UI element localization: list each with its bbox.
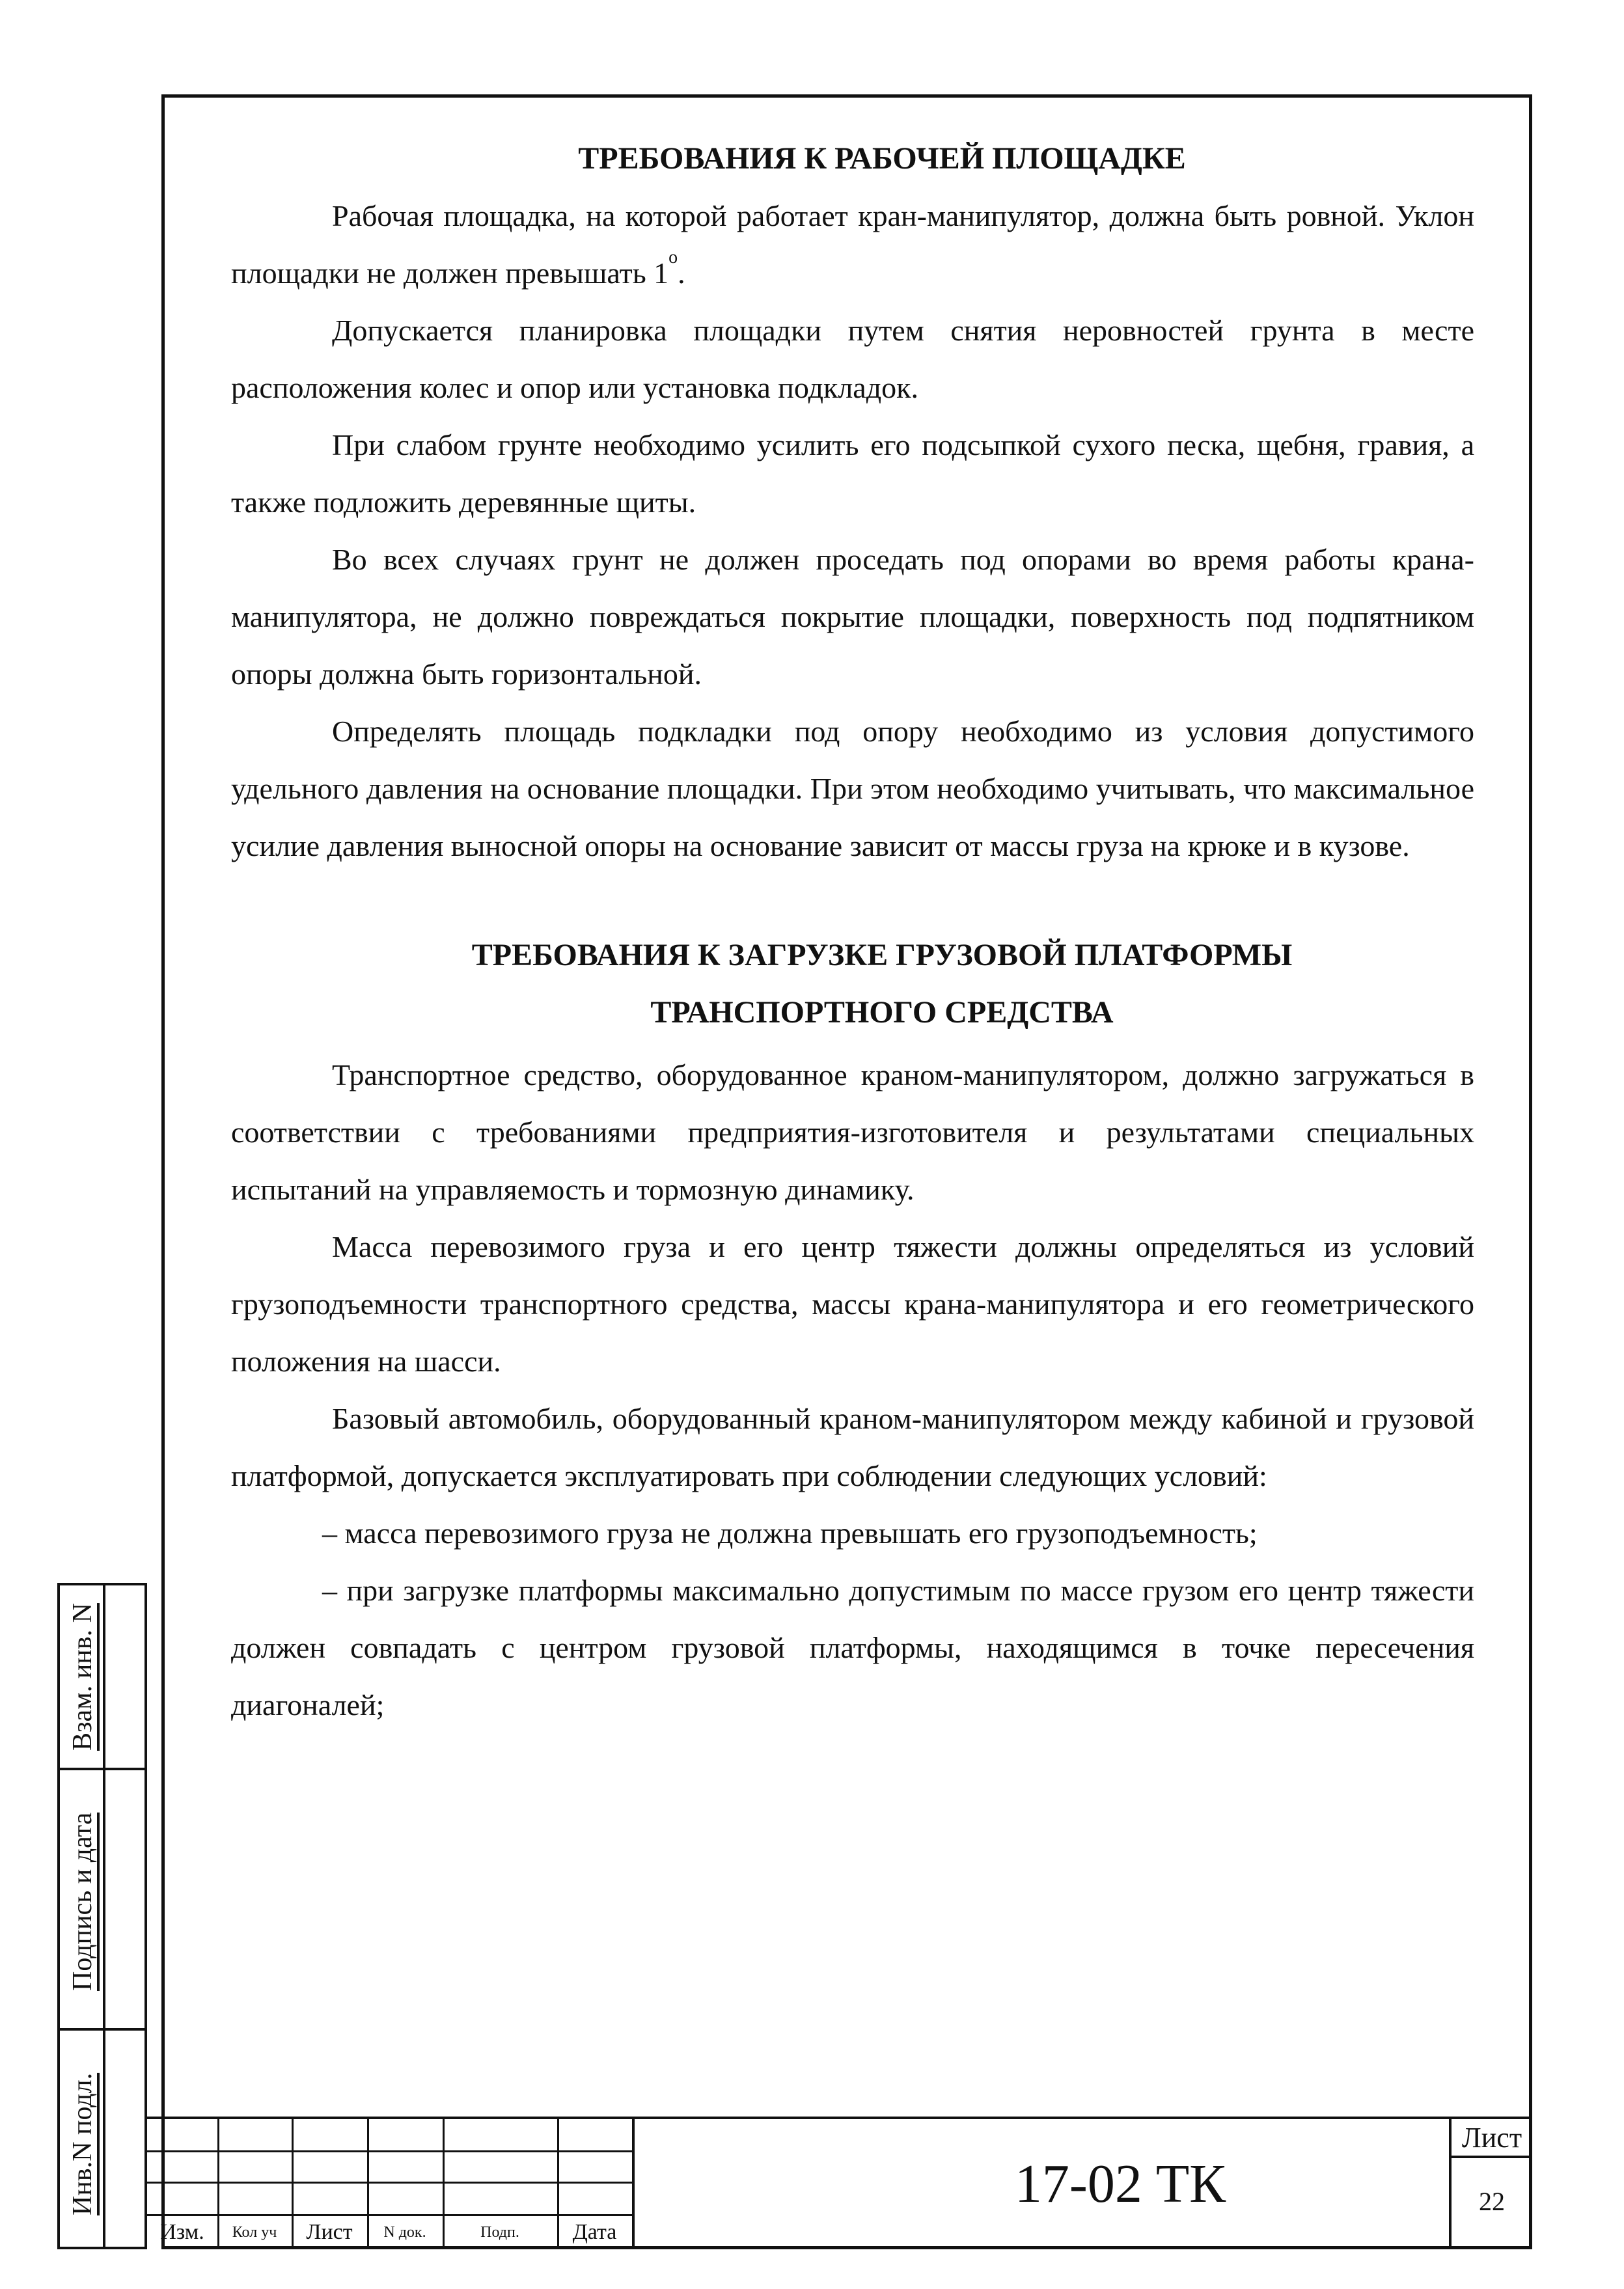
section2-paragraph-3: Базовый автомобиль, оборудованный краном-манипулятором между кабиной и грузовой платформой, допускается эксплуатировать при соблюдении следующих условий: — [231, 1402, 1474, 1492]
col-kol-uch: Кол уч — [232, 2224, 277, 2241]
stamp-vzam-inv: Взам. инв. N — [68, 1603, 98, 1751]
degree-sign: о — [668, 247, 678, 267]
section1-paragraph-2: Допускается планировка площадки путем снятия неровностей грунта в месте расположения колес и опор или установка подкладок. — [231, 314, 1474, 404]
stamp-podpis-data: Подпись и дата — [68, 1812, 98, 1992]
section1-paragraph-1: Рабочая площадка, на которой работает кран-манипулятор, должна быть ровной. Уклон площадки не должен превышать $1^о$. — [231, 199, 1474, 290]
revision-grid — [147, 2119, 635, 2249]
document-body — [231, 130, 1474, 1734]
sheet-label: Лист — [1461, 2122, 1522, 2154]
section1-paragraph-3: При слабом грунте необходимо усилить его подсыпкой сухого песка, щебня, гравия, а также подложить деревянные щиты. — [231, 428, 1474, 519]
sheet-number: 22 — [1479, 2187, 1505, 2216]
section2-list-item-2: – при загрузке платформы максимально допустимым по массе грузом его центр тяжести должен совпадать с центром грузовой платформы, находящимся в точке пересечения диагоналей; — [231, 1574, 1474, 1721]
section2-title-line1: ТРЕБОВАНИЯ К ЗАГРУЗКЕ ГРУЗОВОЙ ПЛАТФОРМЫ — [471, 938, 1293, 972]
section2-paragraph-1: Транспортное средство, оборудованное краном-манипулятором, должно загружаться в соответствии с требованиями предприятия-изготовителя и результатами специальных испытаний на управляемость и тормозную динамику. — [231, 1058, 1474, 1206]
section2-title-line2: ТРАНСПОРТНОГО СРЕДСТВА — [650, 995, 1114, 1030]
section2-list-item-1: – масса перевозимого груза не должна превышать его грузоподъемность; — [322, 1516, 1258, 1550]
document-number: 17-02 ТК — [1014, 2154, 1226, 2214]
col-list: Лист — [306, 2220, 353, 2244]
stamp-inv-podl: Инв.N подл. — [68, 2072, 98, 2215]
section1-title: ТРЕБОВАНИЯ К РАБОЧЕЙ ПЛОЩАДКЕ — [578, 141, 1186, 176]
col-izm: Изм. — [160, 2220, 204, 2244]
col-n-dok: N док. — [383, 2224, 426, 2241]
section1-paragraph-5: Определять площадь подкладки под опору необходимо из условия допустимого удельного давления на основание площадки. При этом необходимо учитывать, что максимальное усилие давления выносной опоры на основание зависит от массы груза на крюке и в кузове. — [231, 715, 1474, 862]
col-podp: Подп. — [480, 2224, 519, 2241]
title-block — [147, 2117, 1532, 2249]
col-data: Дата — [572, 2220, 617, 2244]
sheet-box — [1449, 2119, 1532, 2249]
section2-paragraph-2: Масса перевозимого груза и его центр тяжести должны определяться из условий грузоподъемности транспортного средства, массы крана-манипулятора и его геометрического положения на шасси. — [231, 1230, 1474, 1378]
section1-paragraph-4: Во всех случаях грунт не должен проседать под опорами во время работы крана-манипулятора, не должно повреждаться покрытие площадки, поверхность под подпятником опоры должна быть горизонтальной. — [231, 543, 1474, 691]
side-stamp — [57, 1583, 147, 2249]
